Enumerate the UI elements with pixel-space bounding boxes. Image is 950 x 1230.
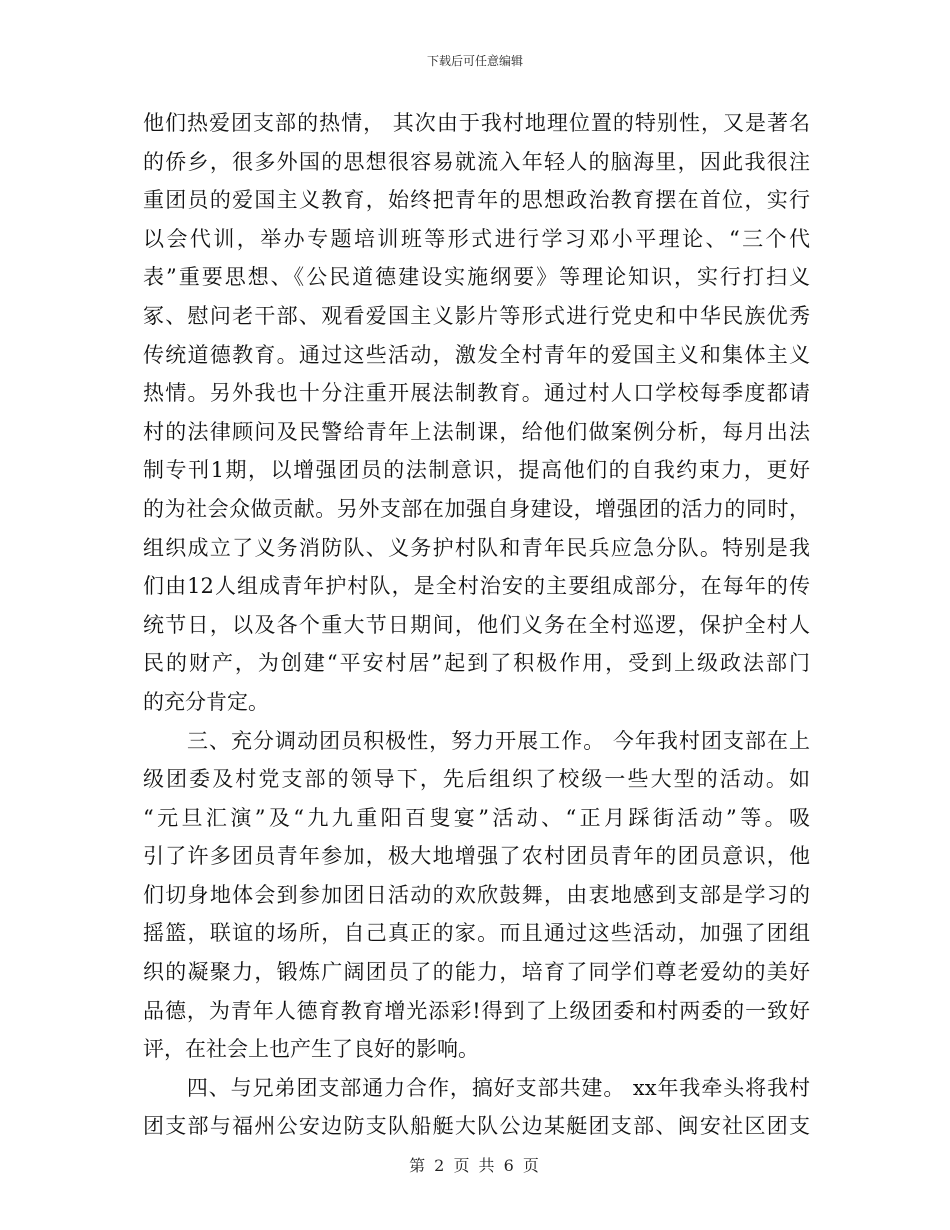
text-line: 引了许多团员青年参加，极大地增强了农村团员青年的团员意识，他 xyxy=(143,844,810,869)
text-line: 制专刊1期，以增强团员的法制意识，提高他们的自我约束力，更好 xyxy=(143,458,810,483)
text-line: 村的法律顾问及民警给青年上法制课，给他们做案例分析，每月出法 xyxy=(143,419,810,444)
text-line: 他们热爱团支部的热情， 其次由于我村地理位置的特别性，又是著名 xyxy=(143,111,810,135)
text-line: 组织成立了义务消防队、义务护村队和青年民兵应急分队。特别是我 xyxy=(143,535,810,560)
text-line: 团支部与福州公安边防支队船艇大队公边某艇团支部、闽安社区团支 xyxy=(143,1114,810,1139)
text-line: 级团委及村党支部的领导下，先后组织了校级一些大型的活动。如 xyxy=(143,767,810,792)
text-line: 统节日，以及各个重大节日期间，他们义务在全村巡逻，保护全村人 xyxy=(143,612,810,637)
text-line: 摇篮，联谊的场所，自己真正的家。而且通过这些活动，加强了团组 xyxy=(143,921,810,946)
text-line: 表”重要思想、《公民道德建设实施纲要》等理论知识，实行打扫义 xyxy=(143,265,810,290)
text-line: 四、与兄弟团支部通力合作，搞好支部共建。 xx年我牵头将我村 xyxy=(143,1075,810,1100)
text-line: 的充分肯定。 xyxy=(143,689,269,714)
text-line: 冢、慰问老干部、观看爱国主义影片等形式进行党史和中华民族优秀 xyxy=(143,303,810,328)
body-text xyxy=(143,104,810,1146)
text-line: 的侨乡，很多外国的思想很容易就流入年轻人的脑海里，因此我很注 xyxy=(143,149,810,174)
text-line: 的为社会众做贡献。另外支部在加强自身建设，增强团的活力的同时， xyxy=(143,496,810,521)
text-line: 热情。另外我也十分注重开展法制教育。通过村人口学校每季度都请 xyxy=(143,381,810,406)
text-line: 评，在社会上也产生了良好的影响。 xyxy=(143,1037,479,1062)
page-number: 第 2 页 共 6 页 xyxy=(409,1156,541,1175)
page-header: 下载后可任意编辑 xyxy=(426,54,523,68)
text-line: 民的财产，为创建“平安村居”起到了积极作用，受到上级政法部门 xyxy=(143,651,810,676)
text-line: 以会代训，举办专题培训班等形式进行学习邓小平理论、“三个代 xyxy=(143,226,810,251)
text-line: 们切身地体会到参加团日活动的欢欣鼓舞，由衷地感到支部是学习的 xyxy=(143,882,810,907)
text-line: 品德，为青年人德育教育增光添彩!得到了上级团委和村两委的一致好 xyxy=(143,998,810,1023)
text-line: 织的凝聚力，锻炼广阔团员了的能力，培育了同学们尊老爱幼的美好 xyxy=(143,960,810,985)
text-line: 们由12人组成青年护村队，是全村治安的主要组成部分，在每年的传 xyxy=(143,574,810,599)
text-line: “元旦汇演”及“九九重阳百叟宴”活动、“正月踩街活动”等。吸 xyxy=(143,805,810,830)
text-line: 重团员的爱国主义教育，始终把青年的思想政治教育摆在首位，实行 xyxy=(143,188,810,213)
text-line: 三、充分调动团员积极性，努力开展工作。 今年我村团支部在上 xyxy=(143,728,810,753)
text-line: 传统道德教育。通过这些活动，激发全村青年的爱国主义和集体主义 xyxy=(143,342,810,367)
